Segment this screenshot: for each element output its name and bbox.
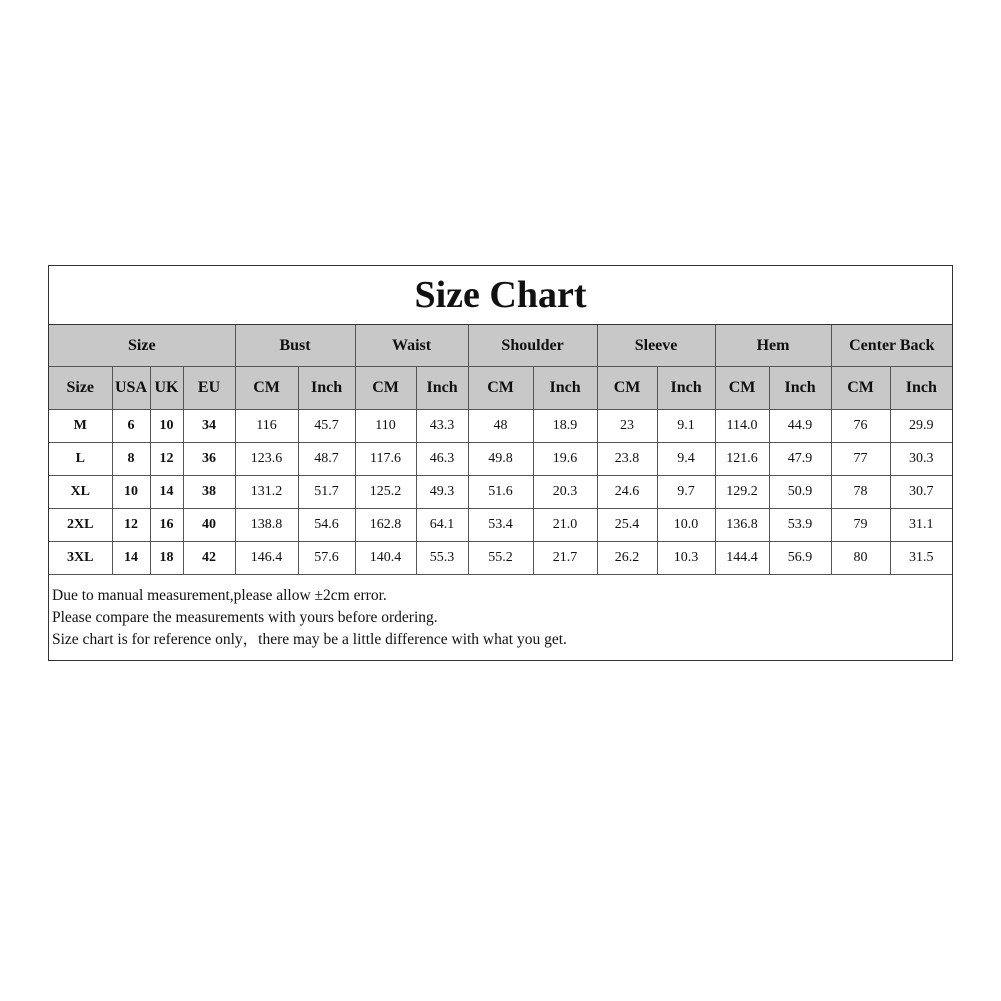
table-cell: 9.4 [657,443,715,476]
table-cell: 21.0 [533,509,597,542]
table-cell: 48 [468,410,533,443]
table-cell: 23.8 [597,443,657,476]
table-cell: 47.9 [769,443,831,476]
table-cell: 12 [150,443,183,476]
table-cell: 10 [150,410,183,443]
sub-header-shoulder-cm: CM [468,367,533,410]
sub-header-waist-inch: Inch [416,367,468,410]
sub-header-row [49,367,952,410]
chart-title: Size Chart [49,266,952,325]
table-cell: 53.4 [468,509,533,542]
table-cell: 136.8 [715,509,769,542]
table-cell: 8 [112,443,150,476]
table-cell: 31.5 [890,542,952,575]
table-cell: 55.2 [468,542,533,575]
table-cell: 14 [112,542,150,575]
table-cell: 117.6 [355,443,416,476]
table-cell: 6 [112,410,150,443]
table-cell: 9.7 [657,476,715,509]
table-row [49,476,952,509]
group-header-shoulder: Shoulder [468,325,597,367]
table-cell: 77 [831,443,890,476]
sub-header-sleeve-inch: Inch [657,367,715,410]
table-cell: 19.6 [533,443,597,476]
table-cell: 49.3 [416,476,468,509]
group-header-hem: Hem [715,325,831,367]
group-header-bust: Bust [235,325,355,367]
table-cell: 18 [150,542,183,575]
table-cell: 29.9 [890,410,952,443]
table-cell: 14 [150,476,183,509]
table-cell: 116 [235,410,298,443]
sub-header-sleeve-cm: CM [597,367,657,410]
table-cell: 49.8 [468,443,533,476]
table-cell: 140.4 [355,542,416,575]
table-cell: 3XL [49,542,112,575]
table-cell: 23 [597,410,657,443]
table-row [49,542,952,575]
table-cell: 51.6 [468,476,533,509]
table-cell: 56.9 [769,542,831,575]
table-cell: 78 [831,476,890,509]
sub-header-bust-inch: Inch [298,367,355,410]
table-cell: 34 [183,410,235,443]
table-cell: 146.4 [235,542,298,575]
table-cell: 144.4 [715,542,769,575]
sub-header-uk: UK [150,367,183,410]
table-cell: 64.1 [416,509,468,542]
sub-header-bust-cm: CM [235,367,298,410]
size-table [49,325,952,575]
table-cell: 162.8 [355,509,416,542]
table-cell: 24.6 [597,476,657,509]
table-cell: 45.7 [298,410,355,443]
table-cell: 25.4 [597,509,657,542]
table-cell: 42 [183,542,235,575]
table-cell: 36 [183,443,235,476]
table-cell: 16 [150,509,183,542]
table-cell: 30.3 [890,443,952,476]
table-cell: 76 [831,410,890,443]
table-cell: 26.2 [597,542,657,575]
table-cell: 138.8 [235,509,298,542]
table-cell: 44.9 [769,410,831,443]
table-cell: 110 [355,410,416,443]
sub-header-center-back-inch: Inch [890,367,952,410]
table-cell: XL [49,476,112,509]
table-cell: 9.1 [657,410,715,443]
table-cell: 114.0 [715,410,769,443]
table-cell: 46.3 [416,443,468,476]
table-cell: 20.3 [533,476,597,509]
table-cell: 12 [112,509,150,542]
group-header-center-back: Center Back [831,325,952,367]
table-cell: 51.7 [298,476,355,509]
table-cell: 48.7 [298,443,355,476]
group-header-size: Size [49,325,235,367]
sub-header-usa: USA [112,367,150,410]
sub-header-eu: EU [183,367,235,410]
table-cell: 80 [831,542,890,575]
table-cell: 79 [831,509,890,542]
sub-header-waist-cm: CM [355,367,416,410]
table-cell: 31.1 [890,509,952,542]
table-row [49,509,952,542]
table-cell: L [49,443,112,476]
table-cell: 57.6 [298,542,355,575]
table-cell: 131.2 [235,476,298,509]
sub-header-shoulder-inch: Inch [533,367,597,410]
table-cell: 55.3 [416,542,468,575]
sub-header-size: Size [49,367,112,410]
table-cell: 125.2 [355,476,416,509]
sub-header-hem-cm: CM [715,367,769,410]
table-cell: 38 [183,476,235,509]
size-notes [49,575,952,651]
note-reference-only: Size chart is for reference only，there may be a little difference with what you get. [52,631,567,648]
table-cell: 18.9 [533,410,597,443]
table-cell: 43.3 [416,410,468,443]
table-cell: 53.9 [769,509,831,542]
group-header-sleeve: Sleeve [597,325,715,367]
group-header-row [49,325,952,367]
table-cell: M [49,410,112,443]
table-cell: 123.6 [235,443,298,476]
note-measurement-error: Due to manual measurement,please allow ±2cm error. [52,587,387,604]
table-row [49,443,952,476]
table-cell: 129.2 [715,476,769,509]
sub-header-center-back-cm: CM [831,367,890,410]
table-cell: 40 [183,509,235,542]
table-cell: 10 [112,476,150,509]
table-cell: 2XL [49,509,112,542]
size-chart [48,265,953,661]
note-compare-measurements: Please compare the measurements with yours before ordering. [52,609,438,626]
table-cell: 10.0 [657,509,715,542]
table-cell: 50.9 [769,476,831,509]
sub-header-hem-inch: Inch [769,367,831,410]
group-header-waist: Waist [355,325,468,367]
table-cell: 21.7 [533,542,597,575]
table-cell: 54.6 [298,509,355,542]
table-cell: 121.6 [715,443,769,476]
table-cell: 30.7 [890,476,952,509]
table-cell: 10.3 [657,542,715,575]
table-row [49,410,952,443]
